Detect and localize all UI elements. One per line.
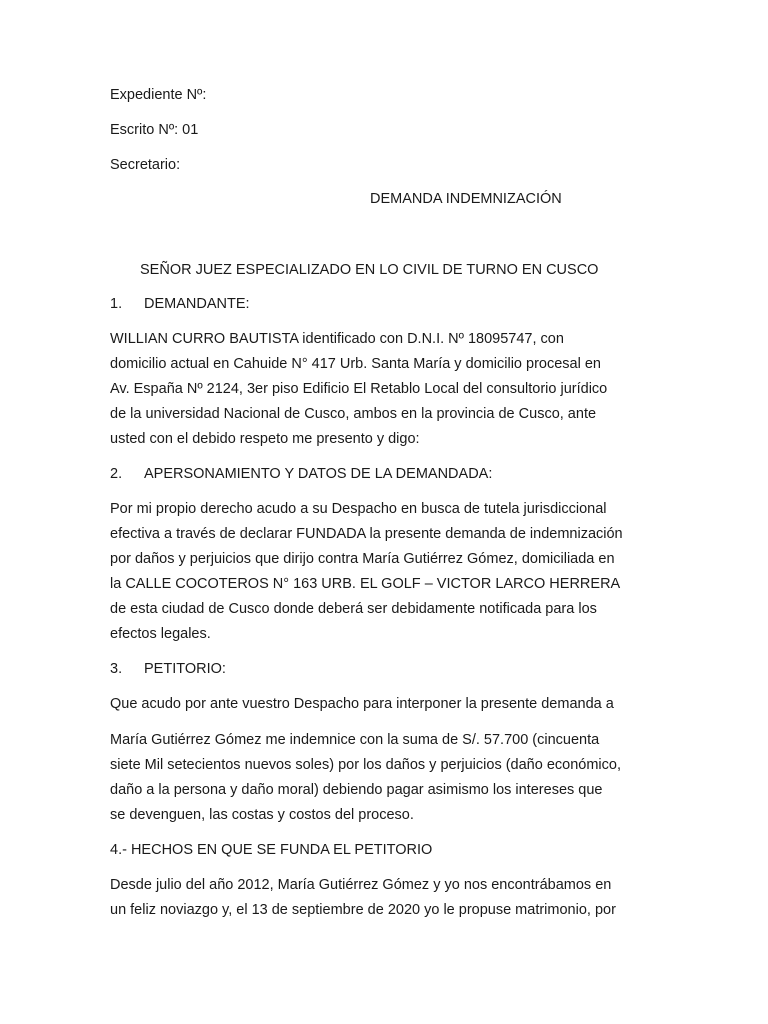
paragraph-line: Que acudo por ante vuestro Despacho para interponer la presente demanda a: [110, 696, 614, 712]
paragraph-line: siete Mil setecientos nuevos soles) por los daños y perjuicios (daño económico,: [110, 757, 621, 773]
paragraph-line: por daños y perjuicios que dirijo contra María Gutiérrez Gómez, domiciliada en: [110, 551, 615, 567]
paragraph-line: un feliz noviazgo y, el 13 de septiembre de 2020 yo le propuse matrimonio, por: [110, 902, 616, 918]
escrito-field: Escrito Nº: 01: [110, 122, 199, 138]
section-1-heading: [110, 295, 250, 313]
section-2-title: APERSONAMIENTO Y DATOS DE LA DEMANDADA:: [144, 466, 493, 482]
section-3-number: 3.: [110, 661, 123, 677]
addressee-line: SEÑOR JUEZ ESPECIALIZADO EN LO CIVIL DE TURNO EN CUSCO: [140, 262, 599, 278]
section-3-title: PETITORIO:: [144, 661, 226, 677]
paragraph-line: se devenguen, las costas y costos del proceso.: [110, 807, 414, 823]
section-1-number: 1.: [110, 296, 123, 312]
paragraph-line: daño a la persona y daño moral) debiendo pagar asimismo los intereses que: [110, 782, 603, 798]
paragraph-line: efectos legales.: [110, 626, 211, 642]
section-2-heading: [110, 465, 492, 483]
paragraph-line: Desde julio del año 2012, María Gutiérrez Gómez y yo nos encontrábamos en: [110, 877, 612, 893]
paragraph-line: WILLIAN CURRO BAUTISTA identificado con D.N.I. Nº 18095747, con: [110, 331, 564, 347]
document-title: DEMANDA INDEMNIZACIÓN: [370, 191, 562, 207]
section-4-heading: 4.- HECHOS EN QUE SE FUNDA EL PETITORIO: [110, 842, 433, 858]
section-3-heading: [110, 660, 226, 678]
section-2-number: 2.: [110, 466, 123, 482]
secretario-field: Secretario:: [110, 157, 181, 173]
paragraph-line: usted con el debido respeto me presento y digo:: [110, 431, 420, 447]
paragraph-line: la CALLE COCOTEROS N° 163 URB. EL GOLF – VICTOR LARCO HERRERA: [110, 576, 621, 592]
expediente-field: Expediente Nº:: [110, 87, 207, 103]
paragraph-line: de esta ciudad de Cusco donde deberá ser debidamente notificada para los: [110, 601, 597, 617]
section-1-title: DEMANDANTE:: [144, 296, 250, 312]
paragraph-line: domicilio actual en Cahuide N° 417 Urb. Santa María y domicilio procesal en: [110, 356, 601, 372]
paragraph-line: Por mi propio derecho acudo a su Despacho en busca de tutela jurisdiccional: [110, 501, 607, 517]
paragraph-line: de la universidad Nacional de Cusco, ambos en la provincia de Cusco, ante: [110, 406, 597, 422]
paragraph-line: efectiva a través de declarar FUNDADA la presente demanda de indemnización: [110, 526, 623, 542]
paragraph-line: María Gutiérrez Gómez me indemnice con la suma de S/. 57.700 (cincuenta: [110, 732, 600, 748]
paragraph-line: Av. España Nº 2124, 3er piso Edificio El Retablo Local del consultorio jurídico: [110, 381, 608, 397]
